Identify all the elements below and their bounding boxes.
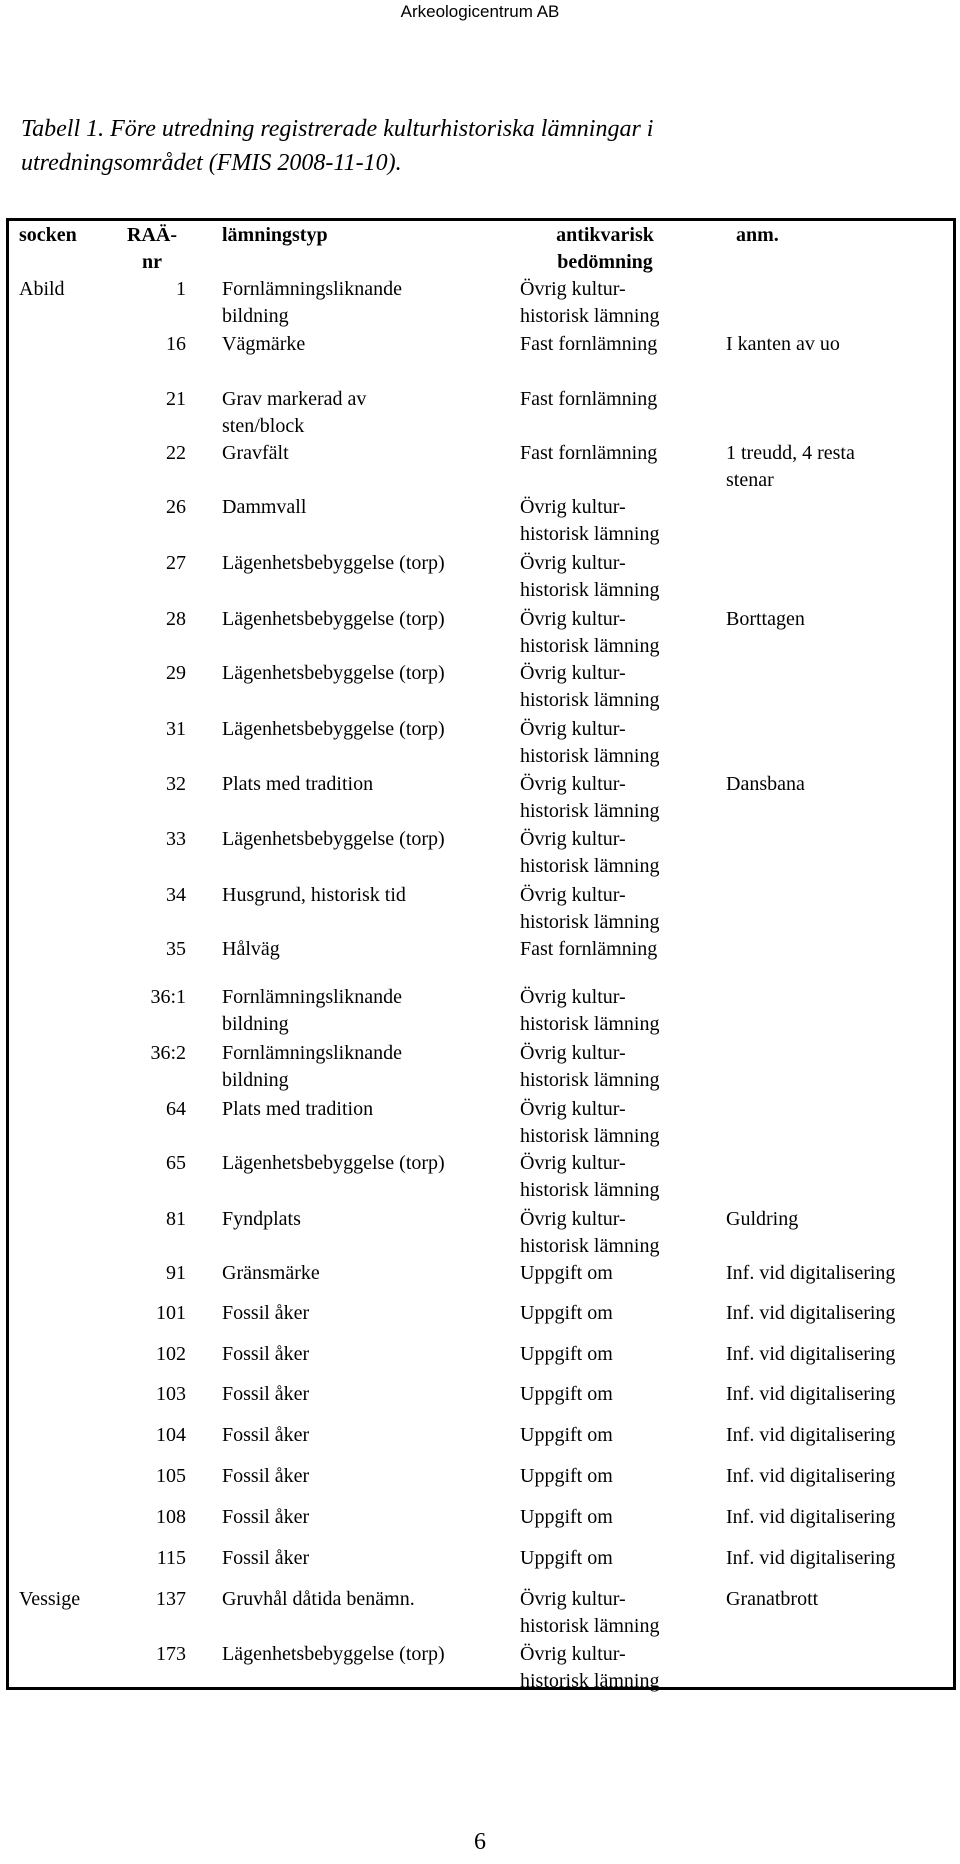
cell-bedomning: historisk lämning <box>520 635 660 657</box>
cell-bedomning: Övrig kultur- <box>520 278 626 300</box>
cell-nr: 36:1 <box>150 986 186 1008</box>
cell-bedomning: Övrig kultur- <box>520 1588 626 1610</box>
cell-lamningstyp: bildning <box>222 1013 289 1035</box>
cell-bedomning: historisk lämning <box>520 1235 660 1257</box>
cell-anm: Borttagen <box>726 608 805 630</box>
cell-nr: 36:2 <box>150 1042 186 1064</box>
cell-nr: 91 <box>166 1262 186 1284</box>
cell-lamningstyp: Fyndplats <box>222 1208 301 1230</box>
cell-lamningstyp: Plats med tradition <box>222 773 374 795</box>
cell-bedomning: historisk lämning <box>520 745 660 767</box>
cell-anm: Inf. vid digitalisering <box>726 1465 896 1487</box>
cell-bedomning: historisk lämning <box>520 855 660 877</box>
caption-line-2: utredningsområdet (FMIS 2008-11-10). <box>21 150 402 176</box>
cell-lamningstyp: Lägenhetsbebyggelse (torp) <box>222 552 445 574</box>
cell-lamningstyp: Lägenhetsbebyggelse (torp) <box>222 1152 445 1174</box>
cell-lamningstyp: Fossil åker <box>222 1547 310 1569</box>
cell-lamningstyp: Fossil åker <box>222 1383 310 1405</box>
header-nr-line1: RAÄ- <box>127 224 177 246</box>
cell-anm: Inf. vid digitalisering <box>726 1343 896 1365</box>
cell-socken: Vessige <box>19 1588 81 1610</box>
cell-nr: 115 <box>156 1547 186 1569</box>
cell-nr: 1 <box>176 278 186 300</box>
cell-nr: 32 <box>166 773 186 795</box>
cell-lamningstyp: Fossil åker <box>222 1465 310 1487</box>
page-header: Arkeologicentrum AB <box>400 2 560 21</box>
cell-lamningstyp: Lägenhetsbebyggelse (torp) <box>222 662 445 684</box>
cell-nr: 108 <box>156 1506 186 1528</box>
header-bedomning-line2: bedömning <box>557 251 653 273</box>
cell-nr: 64 <box>166 1098 186 1120</box>
cell-anm: 1 treudd, 4 resta <box>726 442 855 464</box>
cell-nr: 65 <box>166 1152 186 1174</box>
cell-nr: 81 <box>166 1208 186 1230</box>
cell-bedomning: Övrig kultur- <box>520 1643 626 1665</box>
cell-anm: Inf. vid digitalisering <box>726 1262 896 1284</box>
cell-anm: I kanten av uo <box>726 333 840 355</box>
cell-lamningstyp: Plats med tradition <box>222 1098 374 1120</box>
cell-bedomning: Fast fornlämning <box>520 333 658 355</box>
cell-lamningstyp: Grav markerad av <box>222 388 367 410</box>
header-bedomning-line1: antikvarisk <box>556 224 654 246</box>
cell-nr: 29 <box>166 662 186 684</box>
header-nr-line2: nr <box>142 251 162 273</box>
cell-bedomning: historisk lämning <box>520 1615 660 1637</box>
cell-anm: Inf. vid digitalisering <box>726 1383 896 1405</box>
cell-bedomning: Uppgift om <box>520 1302 613 1324</box>
cell-anm: Dansbana <box>726 773 805 795</box>
cell-bedomning: Övrig kultur- <box>520 552 626 574</box>
cell-anm: Guldring <box>726 1208 799 1230</box>
cell-bedomning: Uppgift om <box>520 1424 613 1446</box>
cell-lamningstyp: bildning <box>222 1069 289 1091</box>
cell-nr: 16 <box>166 333 186 355</box>
cell-nr: 137 <box>156 1588 186 1610</box>
cell-bedomning: Uppgift om <box>520 1262 613 1284</box>
cell-lamningstyp: Lägenhetsbebyggelse (torp) <box>222 828 445 850</box>
cell-nr: 105 <box>156 1465 186 1487</box>
cell-bedomning: Övrig kultur- <box>520 718 626 740</box>
cell-anm: Inf. vid digitalisering <box>726 1506 896 1528</box>
cell-nr: 173 <box>156 1643 186 1665</box>
cell-lamningstyp: Fornlämningsliknande <box>222 278 402 300</box>
cell-lamningstyp: Dammvall <box>222 496 307 518</box>
cell-anm: Inf. vid digitalisering <box>726 1547 896 1569</box>
cell-bedomning: Övrig kultur- <box>520 1098 626 1120</box>
cell-lamningstyp: Hålväg <box>222 938 280 960</box>
cell-lamningstyp: Gränsmärke <box>222 1262 320 1284</box>
cell-lamningstyp: sten/block <box>222 415 305 437</box>
cell-lamningstyp: Lägenhetsbebyggelse (torp) <box>222 1643 445 1665</box>
cell-anm: stenar <box>726 469 774 491</box>
cell-bedomning: Övrig kultur- <box>520 608 626 630</box>
cell-bedomning: Fast fornlämning <box>520 388 658 410</box>
cell-bedomning: historisk lämning <box>520 305 660 327</box>
cell-nr: 21 <box>166 388 186 410</box>
cell-bedomning: Övrig kultur- <box>520 884 626 906</box>
cell-bedomning: historisk lämning <box>520 911 660 933</box>
header-lamningstyp: lämningstyp <box>222 224 328 246</box>
cell-lamningstyp: Lägenhetsbebyggelse (torp) <box>222 608 445 630</box>
cell-bedomning: Övrig kultur- <box>520 986 626 1008</box>
cell-bedomning: historisk lämning <box>520 1670 660 1692</box>
cell-nr: 34 <box>166 884 186 906</box>
cell-bedomning: Fast fornlämning <box>520 442 658 464</box>
cell-bedomning: historisk lämning <box>520 579 660 601</box>
cell-nr: 28 <box>166 608 186 630</box>
cell-anm: Inf. vid digitalisering <box>726 1424 896 1446</box>
cell-bedomning: historisk lämning <box>520 689 660 711</box>
cell-lamningstyp: Gravfält <box>222 442 289 464</box>
cell-lamningstyp: Lägenhetsbebyggelse (torp) <box>222 718 445 740</box>
cell-bedomning: Övrig kultur- <box>520 662 626 684</box>
cell-bedomning: historisk lämning <box>520 523 660 545</box>
cell-bedomning: Uppgift om <box>520 1465 613 1487</box>
cell-nr: 103 <box>156 1383 186 1405</box>
cell-bedomning: Uppgift om <box>520 1343 613 1365</box>
cell-bedomning: Uppgift om <box>520 1383 613 1405</box>
cell-nr: 27 <box>166 552 186 574</box>
cell-nr: 102 <box>156 1343 186 1365</box>
cell-bedomning: Övrig kultur- <box>520 1042 626 1064</box>
cell-bedomning: Övrig kultur- <box>520 1152 626 1174</box>
cell-anm: Inf. vid digitalisering <box>726 1302 896 1324</box>
table-caption <box>21 112 921 180</box>
cell-bedomning: Övrig kultur- <box>520 496 626 518</box>
cell-anm: Granatbrott <box>726 1588 819 1610</box>
cell-bedomning: Övrig kultur- <box>520 1208 626 1230</box>
cell-lamningstyp: Fornlämningsliknande <box>222 1042 402 1064</box>
cell-bedomning: historisk lämning <box>520 1069 660 1091</box>
cell-bedomning: historisk lämning <box>520 1013 660 1035</box>
cell-lamningstyp: Fossil åker <box>222 1343 310 1365</box>
cell-bedomning: Uppgift om <box>520 1547 613 1569</box>
cell-nr: 104 <box>156 1424 186 1446</box>
cell-nr: 26 <box>166 496 186 518</box>
cell-lamningstyp: Fossil åker <box>222 1506 310 1528</box>
cell-lamningstyp: Fossil åker <box>222 1424 310 1446</box>
cell-bedomning: Övrig kultur- <box>520 828 626 850</box>
cell-bedomning: Övrig kultur- <box>520 773 626 795</box>
cell-nr: 33 <box>166 828 186 850</box>
caption-line-1: Tabell 1. Före utredning registrerade kulturhistoriska lämningar i <box>21 116 654 142</box>
cell-nr: 31 <box>166 718 186 740</box>
cell-nr: 35 <box>166 938 186 960</box>
cell-lamningstyp: Fornlämningsliknande <box>222 986 402 1008</box>
cell-nr: 101 <box>156 1302 186 1324</box>
cell-socken: Abild <box>19 278 65 300</box>
cell-bedomning: historisk lämning <box>520 1125 660 1147</box>
cell-lamningstyp: bildning <box>222 305 289 327</box>
cell-lamningstyp: Gruvhål dåtida benämn. <box>222 1588 415 1610</box>
cell-bedomning: historisk lämning <box>520 1179 660 1201</box>
cell-nr: 22 <box>166 442 186 464</box>
header-socken: socken <box>19 224 77 246</box>
cell-lamningstyp: Vägmärke <box>222 333 306 355</box>
cell-bedomning: Uppgift om <box>520 1506 613 1528</box>
cell-bedomning: historisk lämning <box>520 800 660 822</box>
cell-lamningstyp: Husgrund, historisk tid <box>222 884 406 906</box>
cell-bedomning: Fast fornlämning <box>520 938 658 960</box>
cell-lamningstyp: Fossil åker <box>222 1302 310 1324</box>
page-number: 6 <box>474 1829 486 1855</box>
header-anm: anm. <box>736 224 779 246</box>
